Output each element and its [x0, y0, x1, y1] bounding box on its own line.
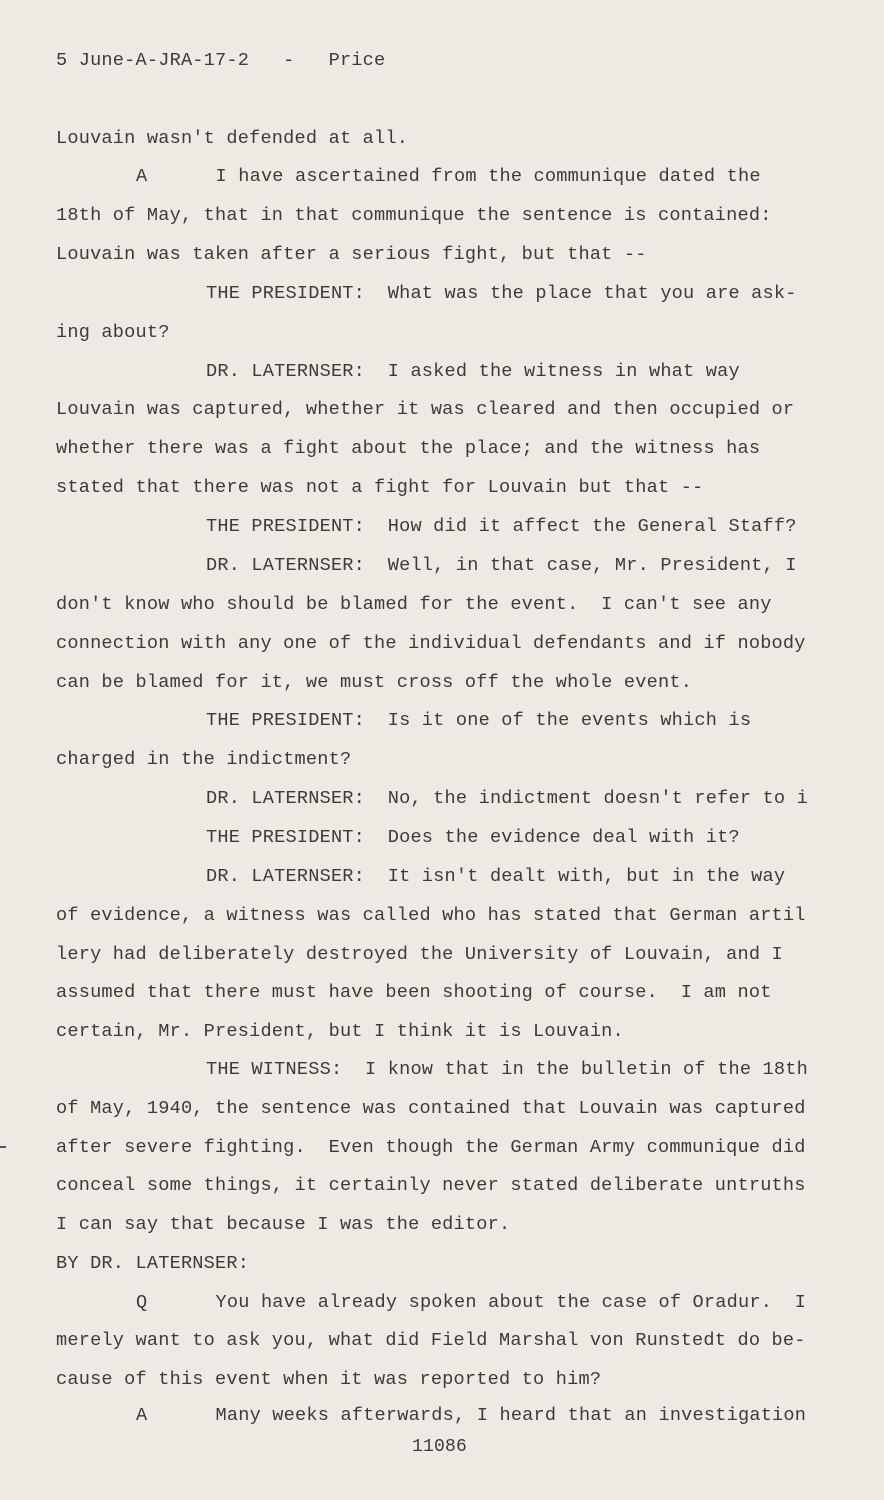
- text-line: BY DR. LATERNSER:: [56, 1253, 250, 1274]
- text-line: whether there was a fight about the place; and the witness has: [56, 438, 761, 459]
- text-line: Louvain wasn't defended at all.: [56, 128, 409, 149]
- page-number: 11086: [412, 1437, 468, 1457]
- text-line: Louvain was taken after a serious fight, but that --: [56, 244, 647, 265]
- text-line: stated that there was not a fight for Louvain but that --: [56, 477, 704, 498]
- text-line: connection with any one of the individual defendants and if nobody: [56, 633, 806, 654]
- page-header: 5 June-A-JRA-17-2 - Price: [56, 50, 386, 71]
- text-line: merely want to ask you, what did Field Marshal von Runstedt do be-: [56, 1330, 806, 1351]
- text-line: A Many weeks afterwards, I heard that an investigation: [136, 1405, 807, 1426]
- text-line: DR. LATERNSER: Well, in that case, Mr. President, I: [206, 555, 797, 576]
- text-line: don't know who should be blamed for the event. I can't see any: [56, 594, 772, 615]
- text-line: THE PRESIDENT: Does the evidence deal with it?: [206, 827, 740, 848]
- text-line: THE WITNESS: I know that in the bulletin of the 18th: [206, 1059, 808, 1080]
- text-line: I can say that because I was the editor.: [56, 1214, 511, 1235]
- text-line: Q You have already spoken about the case of Oradur. I: [136, 1292, 807, 1313]
- text-line: DR. LATERNSER: I asked the witness in what way: [206, 361, 740, 382]
- text-line: DR. LATERNSER: No, the indictment doesn't refer to i: [206, 788, 808, 809]
- text-line: certain, Mr. President, but I think it is Louvain.: [56, 1021, 624, 1042]
- text-line: of evidence, a witness was called who has stated that German artil: [56, 905, 806, 926]
- text-line: after severe fighting. Even though the German Army communique did: [56, 1137, 806, 1158]
- text-line: 18th of May, that in that communique the sentence is contained:: [56, 205, 772, 226]
- text-line: cause of this event when it was reported to him?: [56, 1369, 602, 1390]
- text-line: THE PRESIDENT: What was the place that you are ask-: [206, 283, 797, 304]
- text-line: charged in the indictment?: [56, 749, 352, 770]
- text-line: of May, 1940, the sentence was contained that Louvain was captured: [56, 1098, 806, 1119]
- text-line: THE PRESIDENT: How did it affect the General Staff?: [206, 516, 797, 537]
- binding-mark: [0, 1146, 6, 1148]
- text-line: lery had deliberately destroyed the University of Louvain, and I: [56, 944, 783, 965]
- text-line: Louvain was captured, whether it was cleared and then occupied or: [56, 399, 795, 420]
- text-line: can be blamed for it, we must cross off the whole event.: [56, 672, 693, 693]
- text-line: assumed that there must have been shooting of course. I am not: [56, 982, 772, 1003]
- text-line: ing about?: [56, 322, 170, 343]
- text-line: DR. LATERNSER: It isn't dealt with, but in the way: [206, 866, 786, 887]
- text-line: A I have ascertained from the communique dated the: [136, 166, 761, 187]
- text-line: conceal some things, it certainly never stated deliberate untruths: [56, 1175, 806, 1196]
- text-line: THE PRESIDENT: Is it one of the events which is: [206, 710, 752, 731]
